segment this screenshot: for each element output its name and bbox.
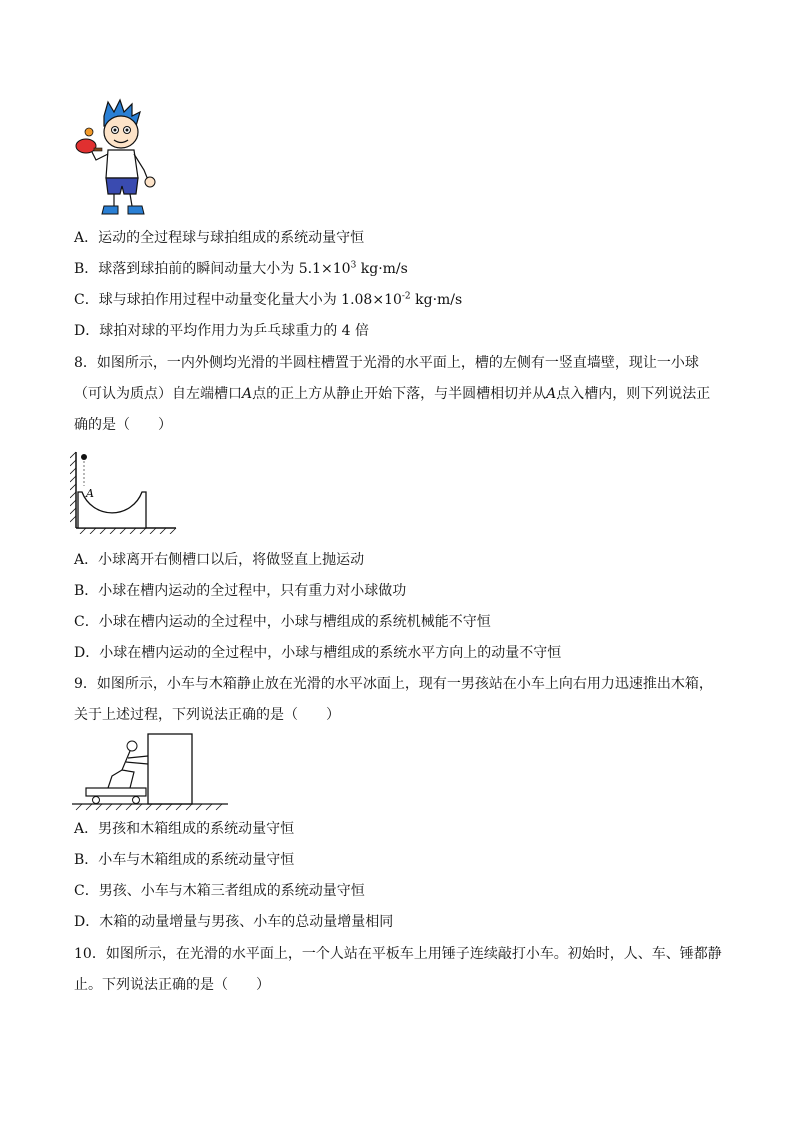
q8-stem-line3: 确的是（ ） bbox=[74, 417, 172, 433]
q9-option-d: D．木箱的动量增量与男孩、小车的总动量增量相同 bbox=[74, 914, 394, 930]
trough-figure bbox=[70, 448, 180, 534]
q10-stem-line2: 止。下列说法正确的是（ ） bbox=[74, 977, 270, 993]
q7-option-b: B．球落到球拍前的瞬间动量大小为 $5.1\times 10^3$ kg·m/s bbox=[74, 260, 408, 277]
cart-box-figure bbox=[72, 732, 232, 812]
q7-option-d: D．球拍对球的平均作用力为乒乓球重力的 4 倍 bbox=[74, 323, 370, 339]
q9-option-c: C．男孩、小车与木箱三者组成的系统动量守恒 bbox=[74, 883, 365, 899]
q9-option-a: A．男孩和木箱组成的系统动量守恒 bbox=[74, 821, 295, 837]
q8-stem-line1: 8．如图所示，一内外侧均光滑的半圆柱槽置于光滑的水平面上，槽的左侧有一竖直墙壁，现让一小球 bbox=[74, 355, 699, 371]
q9-stem-line1: 9．如图所示，小车与木箱静止放在光滑的水平冰面上，现有一男孩站在小车上向右用力迅速推出木箱， bbox=[74, 676, 713, 692]
q8-option-a: A．小球离开右侧槽口以后，将做竖直上抛运动 bbox=[74, 552, 365, 568]
q8-option-d: D．小球在槽内运动的全过程中，小球与槽组成的系统水平方向上的动量不守恒 bbox=[74, 645, 562, 661]
q8-stem-line2: （可认为质点）自左端槽口A点的正上方从静止开始下落，与半圆槽相切并从A点入槽内，则下列说法正 bbox=[74, 386, 711, 402]
q10-stem-line1: 10．如图所示，在光滑的水平面上，一个人站在平板车上用锤子连续敲打小车。初始时，人、车、锤都静 bbox=[74, 946, 722, 962]
q9-option-b: B．小车与木箱组成的系统动量守恒 bbox=[74, 852, 295, 868]
q8-option-b: B．小球在槽内运动的全过程中，只有重力对小球做功 bbox=[74, 583, 407, 599]
boy-paddle-figure bbox=[74, 98, 164, 218]
q7-option-a: A．运动的全过程球与球拍组成的系统动量守恒 bbox=[74, 230, 365, 246]
trough-label-a: A bbox=[86, 487, 94, 500]
q8-option-c: C．小球在槽内运动的全过程中，小球与槽组成的系统机械能不守恒 bbox=[74, 614, 491, 630]
q7-option-c: C．球与球拍作用过程中动量变化量大小为 $1.08\times 10^{-2}$ kg·m/s bbox=[74, 291, 463, 308]
q9-stem-line2: 关于上述过程，下列说法正确的是（ ） bbox=[74, 707, 340, 723]
